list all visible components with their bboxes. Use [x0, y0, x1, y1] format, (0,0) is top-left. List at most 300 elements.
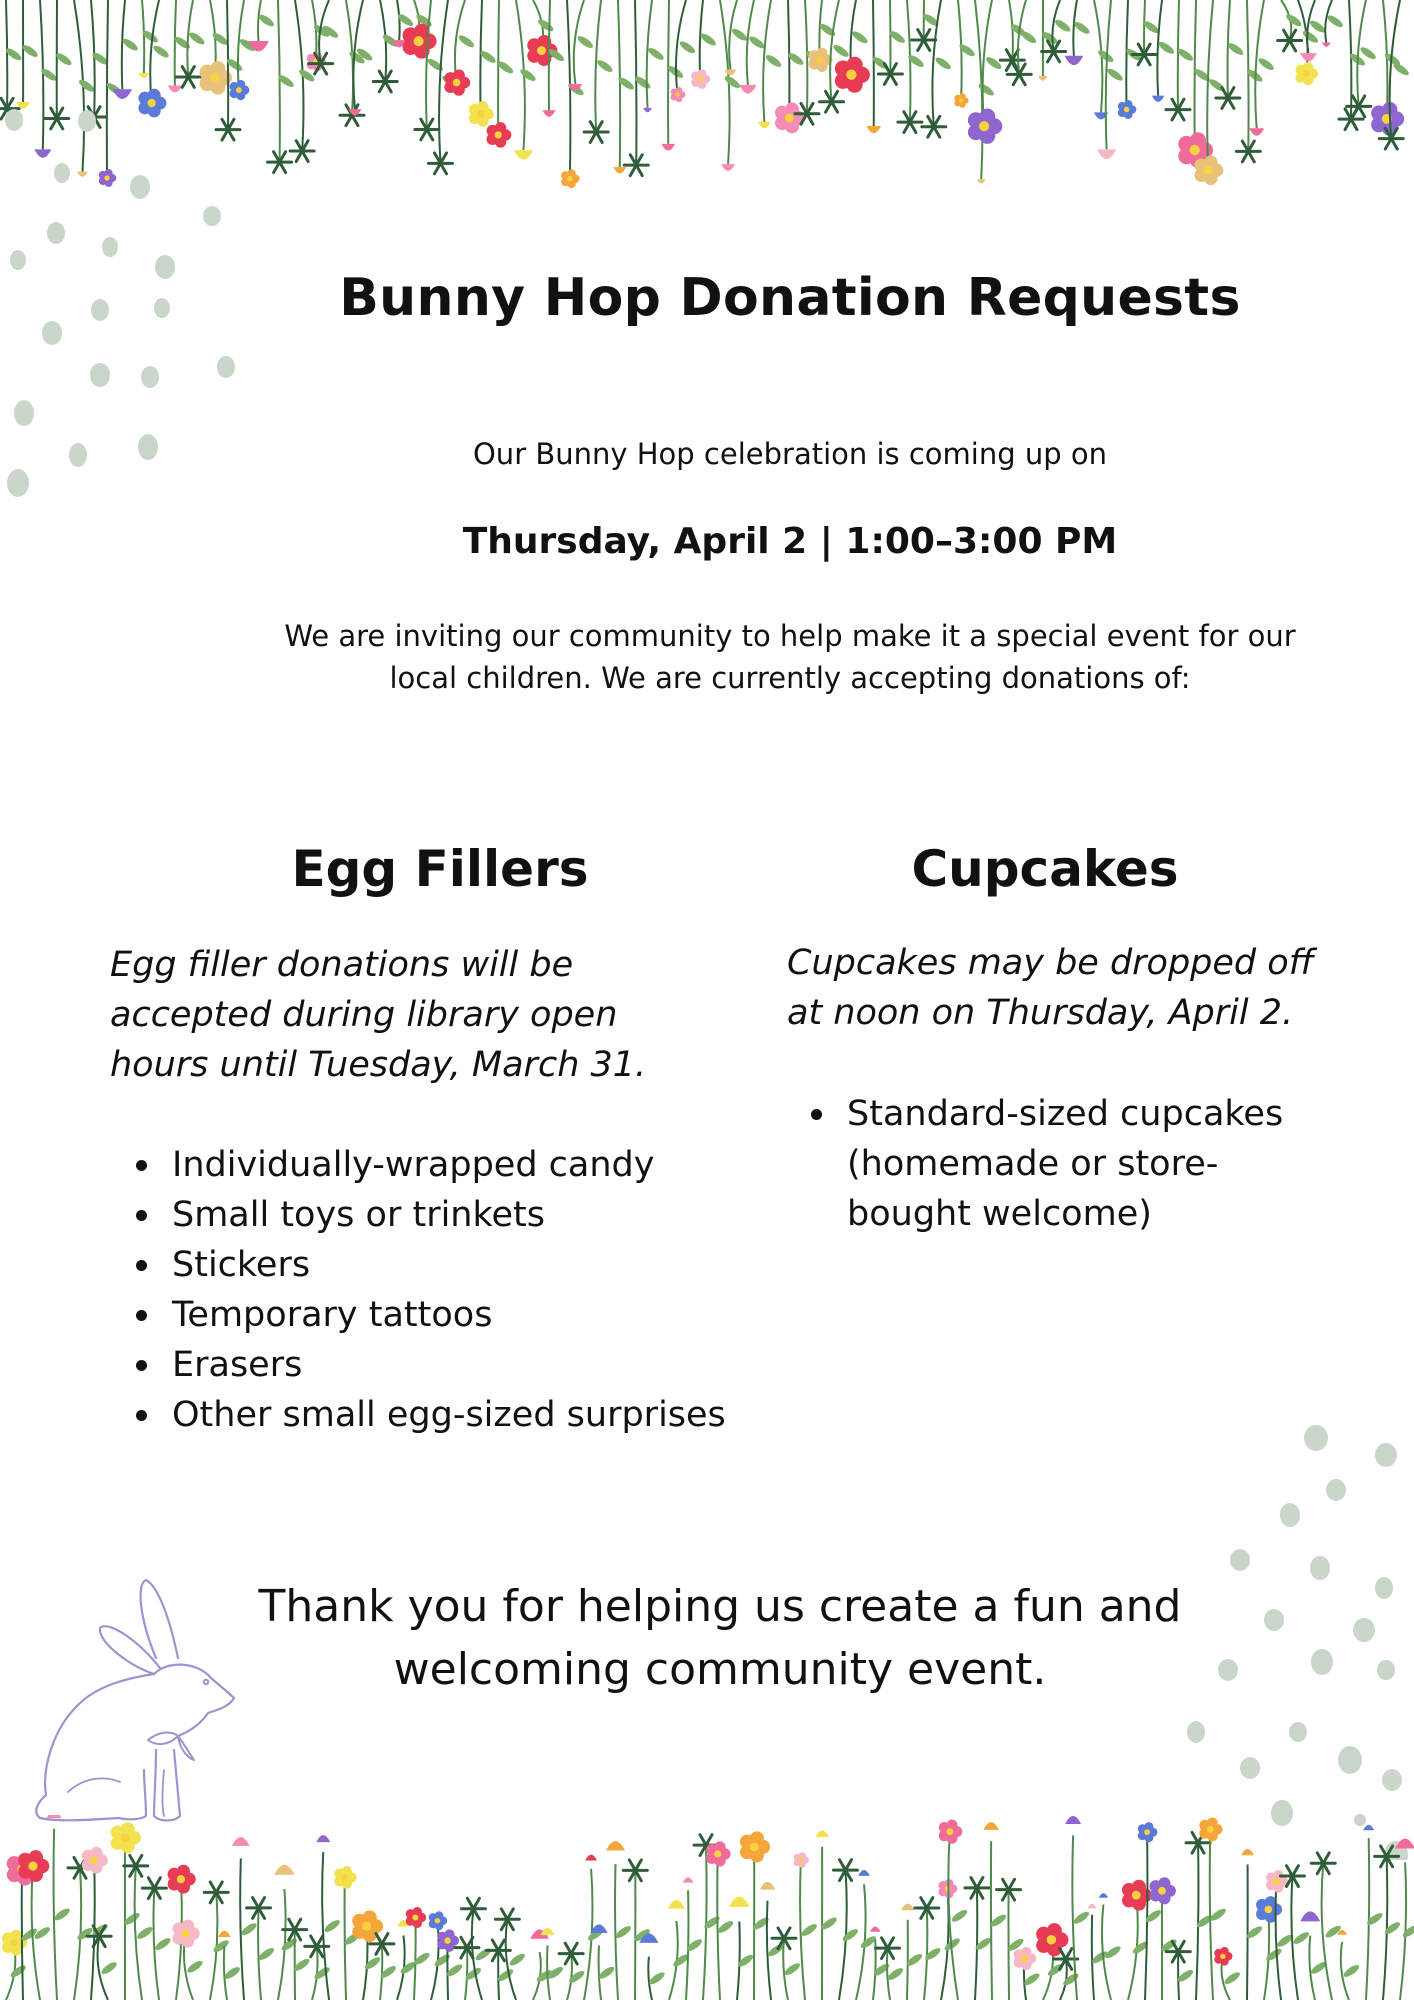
tulip [721, 164, 735, 171]
leaf-cluster [1060, 1949, 1066, 1959]
leaf [323, 1918, 342, 1934]
flower-stem [618, 0, 620, 167]
leaf [257, 1946, 276, 1962]
decor-dot [138, 434, 158, 460]
leaf-cluster [427, 119, 433, 129]
leaf [239, 1921, 258, 1937]
leaf [1265, 1947, 1284, 1963]
leaf [1401, 1923, 1414, 1939]
leaf-cluster [1228, 98, 1234, 108]
cupcakes-note: Cupcakes may be dropped off at noon on Thursday, April 2. [787, 943, 1314, 1033]
leaf-cluster [1009, 1879, 1015, 1889]
flower-stem [975, 1888, 977, 2000]
leaf-cluster [1222, 98, 1228, 108]
flower-center [1303, 70, 1310, 77]
leaf-cluster [473, 1909, 479, 1919]
leaf-cluster [311, 1946, 317, 1956]
list-item: Individually-wrapped candy [112, 1140, 752, 1190]
decor-dot [90, 363, 110, 387]
leaf-cluster [136, 1866, 142, 1876]
leaf-cluster [910, 122, 916, 132]
flower-stem [615, 1864, 618, 2000]
leaf-cluster [1006, 50, 1012, 60]
leaf [9, 1963, 28, 1979]
leaf-cluster [629, 1860, 635, 1870]
leaf-cluster [904, 122, 910, 132]
leaf-cluster [376, 1944, 382, 1954]
left-dot-pattern [0, 95, 260, 515]
tulip [1395, 1839, 1414, 1849]
decor-dot [1304, 1425, 1328, 1451]
leaf-cluster [376, 1933, 382, 1943]
tulip [977, 179, 986, 183]
tulip [232, 1837, 250, 1846]
flower-stem [240, 1858, 244, 2000]
leaf [567, 1969, 586, 1985]
flower-center [341, 1874, 348, 1881]
decor-dot [1377, 1660, 1395, 1680]
leaf [1019, 29, 1038, 45]
flower-stem [958, 0, 962, 101]
tulip [901, 1904, 914, 1911]
leaf [479, 49, 498, 65]
leaf-cluster [934, 127, 940, 137]
flower-center [1204, 166, 1213, 175]
tulip [1038, 76, 1048, 81]
leaf-cluster [1284, 30, 1290, 40]
flower-stem [907, 1920, 908, 2000]
leaf-cluster [1192, 1832, 1198, 1842]
bunny-icon [28, 1570, 258, 1825]
leaf [1257, 56, 1276, 72]
leaf-cluster [778, 1928, 784, 1938]
decor-dot [1375, 1577, 1393, 1599]
leaf-cluster [596, 132, 602, 142]
leaf-cluster [921, 1898, 927, 1908]
leaf [647, 46, 666, 62]
intro-text: Our Bunny Hop celebration is coming up on [472, 437, 1107, 471]
leaf-cluster [1172, 110, 1178, 120]
flower-center [846, 70, 856, 80]
leaf [851, 29, 870, 45]
leaf [76, 1926, 95, 1942]
leaf-cluster [1317, 1853, 1323, 1863]
tulip [729, 1897, 749, 1907]
leaf [934, 55, 953, 71]
tulip [1241, 1849, 1254, 1855]
list-item: Other small egg-sized surprises [112, 1390, 752, 1440]
decor-dot [130, 175, 150, 199]
leaf-cluster [596, 122, 602, 132]
tulip [815, 1830, 829, 1837]
leaf [1073, 20, 1092, 36]
leaf [597, 1965, 616, 1981]
flower-center [435, 1918, 440, 1923]
tulip [661, 144, 675, 151]
leaf [53, 1906, 72, 1922]
flower-stem [700, 0, 703, 79]
flower-center [10, 1939, 17, 1946]
leaf [77, 78, 96, 94]
flower-center [412, 1914, 418, 1920]
leaf-cluster [1048, 51, 1054, 61]
leaf-cluster [807, 114, 813, 124]
leaf-cluster [507, 1919, 513, 1929]
leaf-cluster [1351, 119, 1357, 129]
flower-stem [380, 1944, 382, 2000]
leaf-cluster [440, 153, 446, 163]
flower-stem [1178, 1952, 1179, 2000]
leaf [984, 55, 1003, 71]
leaf-cluster [295, 1919, 301, 1929]
flower-stem [737, 1921, 740, 2000]
list-item: Small toys or trinkets [112, 1190, 752, 1240]
leaf [730, 27, 749, 43]
leaf-cluster [924, 40, 930, 50]
flower-center [537, 46, 546, 55]
leaf-cluster [845, 1860, 851, 1870]
decor-dot [154, 298, 170, 318]
leaf-cluster [498, 1940, 504, 1950]
tulip [585, 1855, 597, 1861]
flower-center [675, 92, 679, 96]
leaf [1342, 1963, 1361, 1979]
flower-stem [668, 0, 669, 144]
leaf [297, 67, 316, 83]
flower-stem [1247, 0, 1249, 151]
flower-stem [1196, 1843, 1198, 2000]
leaf-cluster [188, 77, 194, 87]
leaf [886, 1966, 905, 1982]
flower-stem [907, 0, 910, 122]
flower-center [785, 113, 794, 122]
leaf-cluster [890, 74, 896, 84]
tulip [1363, 1825, 1374, 1830]
flower-stem [1383, 0, 1387, 119]
flower-stem [1210, 1829, 1213, 2000]
leaf-cluster [700, 1845, 706, 1855]
flower-stem [635, 0, 636, 165]
leaf-cluster [1019, 64, 1025, 74]
decor-dot [1218, 1659, 1238, 1681]
tulip [1300, 53, 1317, 61]
leaf [1301, 29, 1320, 45]
leaf [1061, 1971, 1080, 1987]
page-title: Bunny Hop Donation Requests [339, 268, 1241, 328]
tulip [613, 167, 626, 173]
decor-dot [1311, 1649, 1333, 1675]
leaf-cluster [1228, 88, 1234, 98]
leaf [1292, 1930, 1311, 1946]
decor-dot [10, 250, 26, 270]
flower-center [181, 1929, 189, 1937]
decor-dot [1230, 1549, 1250, 1571]
leaf-cluster [507, 1909, 513, 1919]
leaf-cluster [784, 1938, 790, 1948]
flower-center [1132, 1891, 1141, 1900]
flower-stem [1144, 0, 1145, 54]
leaf [1072, 1910, 1091, 1926]
decor-dot [54, 163, 70, 183]
leaf-cluster [289, 1919, 295, 1929]
decor-dot [1264, 1609, 1284, 1631]
flower-stem [122, 0, 125, 89]
leaf-cluster [1353, 106, 1359, 116]
leaf-cluster [1292, 1866, 1298, 1876]
bottom-flower-border [0, 1815, 1414, 2000]
leaf [950, 1908, 969, 1924]
decor-dot [42, 321, 62, 345]
leaf [457, 33, 476, 49]
flower-center [1264, 1906, 1272, 1914]
flower-center [495, 131, 502, 138]
leaf [152, 43, 171, 59]
flower-stem [397, 0, 400, 40]
leaf-cluster [888, 1938, 894, 1948]
leaf-cluster [317, 1936, 323, 1946]
leaf [154, 1936, 173, 1952]
tulip [1099, 1893, 1108, 1898]
leaf-cluster [1178, 1941, 1184, 1951]
flower-stem [1145, 1832, 1147, 2000]
leaf-cluster [1381, 1856, 1387, 1866]
flower-stem [1247, 1865, 1248, 2000]
leaf [576, 34, 595, 50]
leaf-cluster [1242, 151, 1248, 161]
leaf [723, 74, 742, 90]
flower-center [1273, 1878, 1280, 1885]
leaf-cluster [461, 1937, 467, 1947]
flower-stem [549, 0, 550, 110]
tulip [760, 1882, 775, 1890]
leaf-cluster [888, 1948, 894, 1958]
right-dot-pattern [1170, 1410, 1414, 1860]
leaf [800, 1922, 819, 1938]
flower-stem [1073, 0, 1077, 56]
leaf [508, 1952, 527, 1968]
leaf [1106, 67, 1125, 83]
flower-center [444, 1937, 450, 1943]
flower-stem [6, 0, 7, 109]
leaf-cluster [1003, 1879, 1009, 1889]
leaf-cluster [826, 102, 832, 112]
flower-stem [648, 1957, 652, 2000]
leaf-cluster [473, 1898, 479, 1908]
leaf-cluster [216, 1882, 222, 1892]
decor-dot [141, 366, 159, 388]
leaf-cluster [700, 1835, 706, 1845]
leaf [748, 34, 767, 50]
leaf-cluster [259, 1898, 265, 1908]
leaf-cluster [1292, 1876, 1298, 1886]
flower-stem [480, 0, 482, 114]
decor-dot [47, 222, 65, 244]
leaf-cluster [501, 1909, 507, 1919]
decor-dot [1280, 1503, 1300, 1527]
leaf-cluster [971, 1888, 977, 1898]
leaf [1284, 12, 1303, 28]
flower-stem [414, 1917, 416, 2000]
leaf [135, 1925, 154, 1941]
flower-center [28, 1861, 37, 1870]
leaf-cluster [1178, 110, 1184, 120]
leaf-cluster [427, 129, 433, 139]
leaf-cluster [590, 132, 596, 142]
leaf [595, 58, 614, 74]
flower-stem [924, 1908, 927, 2000]
leaf-cluster [1381, 1846, 1387, 1856]
cupcakes-heading: Cupcakes [911, 840, 1179, 898]
leaf-cluster [1054, 51, 1060, 61]
leaf [1157, 40, 1176, 56]
flower-center [946, 1828, 953, 1835]
decor-dot [5, 109, 23, 131]
leaf-cluster [1323, 1853, 1329, 1863]
tulip [866, 126, 880, 133]
leaf [783, 1961, 802, 1977]
flower-stem [1194, 0, 1196, 150]
flower-stem [788, 0, 789, 118]
flower-stem [278, 0, 280, 162]
leaf [841, 1927, 860, 1943]
flower-center [816, 56, 823, 63]
list-item: Temporary tattoos [112, 1290, 752, 1340]
leaf-cluster [635, 1860, 641, 1870]
flower-center [90, 1856, 98, 1864]
leaf [1053, 18, 1072, 34]
flower-center [567, 176, 572, 181]
flower-center [1207, 1826, 1214, 1833]
leaf-cluster [1323, 1863, 1329, 1873]
flower-center [362, 1922, 371, 1931]
tulip [316, 1835, 330, 1842]
leaf-cluster [440, 163, 446, 173]
decor-dot [91, 299, 109, 321]
leaf [519, 67, 538, 83]
invite-text: We are inviting our community to help make it a special event for our local children. We are currently accepting donations of: [284, 619, 1296, 695]
flower-stem [54, 1829, 57, 2000]
tulip [1152, 96, 1164, 102]
flower-stem [142, 0, 144, 73]
tulip [758, 122, 771, 128]
flower-stem [1092, 1915, 1094, 2000]
flower-stem [686, 1890, 688, 2000]
flower-stem [599, 1945, 601, 2000]
flower-stem [224, 1946, 227, 2000]
leaf-cluster [1066, 1949, 1072, 1959]
flower-stem [1383, 1856, 1387, 2000]
event-date: Thursday, April 2 | 1:00–3:00 PM [462, 521, 1118, 562]
leaf [1209, 1907, 1228, 1923]
leaf-cluster [385, 81, 391, 91]
tulip [1065, 1816, 1081, 1824]
tulip [47, 1815, 62, 1818]
leaf-cluster [706, 1835, 712, 1845]
leaf-cluster [904, 112, 910, 122]
leaf-cluster [154, 1878, 160, 1888]
leaf-cluster [296, 141, 302, 151]
leaf-cluster [74, 1868, 80, 1878]
leaf-cluster [977, 1878, 983, 1888]
flower-center [714, 1850, 721, 1857]
leaf-cluster [630, 165, 636, 175]
flower-center [1144, 1829, 1150, 1835]
leaf-cluster [136, 1855, 142, 1865]
leaf [1308, 19, 1327, 35]
leaf [186, 1959, 205, 1975]
tulip [1097, 149, 1116, 159]
flower-stem [498, 1950, 499, 2000]
leaf [648, 1970, 667, 1986]
leaf-cluster [1345, 109, 1351, 119]
leaf [832, 43, 851, 59]
leaf-cluster [1006, 60, 1012, 70]
leaf [1022, 1971, 1041, 1987]
tulip [542, 110, 555, 117]
flower-stem [465, 1948, 467, 2000]
decor-dot [1187, 1721, 1205, 1743]
decor-dot [69, 443, 87, 467]
flower-stem [258, 0, 261, 41]
leaf [257, 12, 276, 28]
tulip [218, 1931, 231, 1937]
tulip [514, 150, 533, 159]
flower-center [979, 121, 989, 131]
leaf [614, 1924, 633, 1940]
flower-stem [22, 1869, 23, 2000]
leaf-cluster [884, 74, 890, 84]
leaf-cluster [148, 1878, 154, 1888]
leaf-cluster [839, 1860, 845, 1870]
leaf [536, 17, 555, 33]
flower-center [1021, 1955, 1028, 1962]
egg-fillers-heading: Egg Fillers [291, 840, 589, 898]
leaf [678, 39, 697, 55]
leaf-cluster [461, 1948, 467, 1958]
leaf [223, 1965, 242, 1981]
leaf-cluster [1359, 106, 1365, 116]
leaf [433, 1952, 452, 1968]
leaf-cluster [1387, 1846, 1393, 1856]
flower-stem [1366, 1838, 1369, 2000]
leaf-cluster [379, 71, 385, 81]
flower-stem [703, 1845, 707, 2000]
leaf-cluster [379, 81, 385, 91]
leaf [313, 1965, 332, 1981]
leaf-cluster [434, 163, 440, 173]
leaf [212, 1938, 231, 1954]
leaf-cluster [1144, 54, 1150, 64]
cupcakes-list [787, 1089, 1287, 1239]
leaf-cluster [1286, 1866, 1292, 1876]
flower-stem [805, 0, 807, 114]
decor-dot [1310, 1556, 1330, 1580]
leaf-cluster [311, 1936, 317, 1946]
tulip [983, 1822, 999, 1830]
decor-dot [102, 237, 118, 257]
leaf-cluster [346, 115, 352, 125]
decor-dot [1375, 1443, 1397, 1467]
flower-stem [1264, 1909, 1269, 2000]
list-item: Erasers [112, 1340, 752, 1390]
tulip [1300, 1911, 1320, 1921]
flower-stem [1349, 0, 1351, 119]
leaf [100, 1960, 119, 1976]
egg-fillers-note: Egg filler donations will be accepted during library open hours until Tuesday, March 31. [110, 945, 647, 1085]
flower-center [1124, 107, 1129, 112]
leaf-cluster [280, 162, 286, 172]
decor-dot [1353, 1618, 1375, 1642]
